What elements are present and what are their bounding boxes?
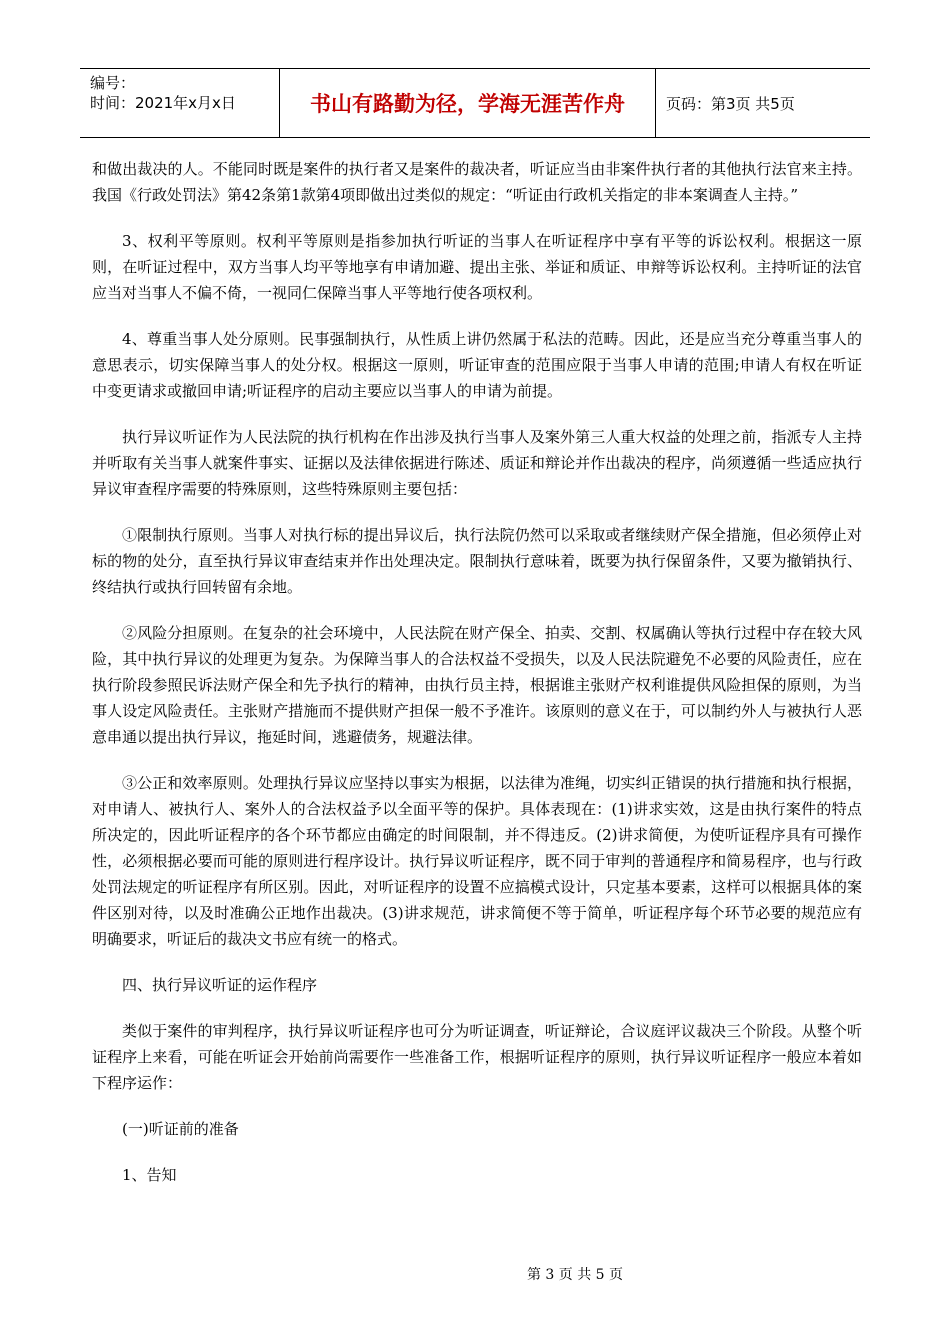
page-footer: 第 3 页 共 5 页 (526, 1267, 624, 1283)
paragraph: ③公正和效率原则。处理执行异议应坚持以事实为根据，以法律为准绳，切实纠正错误的执行措施和执行根据，对申请人、被执行人、案外人的合法权益予以全面平等的保护。具体表现在：(1)讲求实效，这是由执行案件的特点所决定的，因此听证程序的各个环节都应由确定的时间限制，并不得违反。(2)讲求简便，为使听证程序具有可操作性，必须根据必要而可能的原则进行程序设计。执行异议听证程序，既不同于审判的普通程序和简易程序，也与行政处罚法规定的听证程序有所区别。因此，对听证程序的设置不应搞模式设计，只定基本要素，这样可以根据具体的案件区别对待，以及时准确公正地作出裁决。(3)讲求规范，讲求简便不等于简单，听证程序每个环节必要的规范应有明确要求，听证后的裁决文书应有统一的格式。 (92, 774, 862, 948)
document-header (80, 68, 870, 138)
paragraph: 执行异议听证作为人民法院的执行机构在作出涉及执行当事人及案外第三人重大权益的处理之前，指派专人主持并听取有关当事人就案件事实、证据以及法律依据进行陈述、质证和辩论并作出裁决的程序，尚须遵循一些适应执行异议审查程序需要的特殊原则，这些特殊原则主要包括： (92, 428, 862, 498)
subsection-heading: (一)听证前的准备 (122, 1120, 239, 1138)
paragraph: 4、尊重当事人处分原则。民事强制执行，从性质上讲仍然属于私法的范畴。因此，还是应当充分尊重当事人的意思表示，切实保障当事人的处分权。根据这一原则，听证审查的范围应限于当事人申请的范围;申请人有权在听证中变更请求或撤回申请;听证程序的启动主要应以当事人的申请为前提。 (92, 330, 862, 400)
document-number-label: 编号： (90, 74, 136, 92)
subsection-heading: 1、告知 (122, 1166, 177, 1184)
paragraph: 类似于案件的审判程序，执行异议听证程序也可分为听证调查，听证辩论，合议庭评议裁决三个阶段。从整个听证程序上来看，可能在听证会开始前尚需要作一些准备工作，根据听证程序的原则，执行异议听证程序一般应本着如下程序运作： (92, 1022, 862, 1092)
document-time-label: 时间：2021年x月x日 (90, 94, 236, 112)
paragraph: 和做出裁决的人。不能同时既是案件的执行者又是案件的裁决者，听证应当由非案件执行者的其他执行法官来主持。我国《行政处罚法》第42条第1款第4项即做出过类似的规定：“听证由行政机关指定的非本案调查人主持。” (92, 160, 862, 204)
header-motto: 书山有路勤为径，学海无涯苦作舟 (280, 69, 656, 137)
document-body (92, 156, 862, 1208)
paragraph: ①限制执行原则。当事人对执行标的提出异议后，执行法院仍然可以采取或者继续财产保全措施，但必须停止对标的物的处分，直至执行异议审查结束并作出处理决定。限制执行意味着，既要为执行保留条件，又要为撤销执行、终结执行或执行回转留有余地。 (92, 526, 862, 596)
section-heading: 四、执行异议听证的运作程序 (122, 976, 318, 994)
paragraph: ②风险分担原则。在复杂的社会环境中，人民法院在财产保全、拍卖、交割、权属确认等执行过程中存在较大风险，其中执行异议的处理更为复杂。为保障当事人的合法权益不受损失，以及人民法院避免不必要的风险责任，应在执行阶段参照民诉法财产保全和先予执行的精神，由执行员主持，根据谁主张财产权利谁提供风险担保的原则，为当事人设定风险责任。主张财产措施而不提供财产担保一般不予准许。该原则的意义在于，可以制约外人与被执行人恶意串通以提出执行异议，拖延时间，逃避债务，规避法律。 (92, 624, 862, 746)
paragraph: 3、权利平等原则。权利平等原则是指参加执行听证的当事人在听证程序中享有平等的诉讼权利。根据这一原则，在听证过程中，双方当事人均平等地享有申请加避、提出主张、举证和质证、申辩等诉讼权利。主持听证的法官应当对当事人不偏不倚，一视同仁保障当事人平等地行使各项权利。 (92, 232, 862, 302)
header-page-label: 页码：第3页 共5页 (666, 94, 795, 113)
header-meta (80, 69, 280, 137)
